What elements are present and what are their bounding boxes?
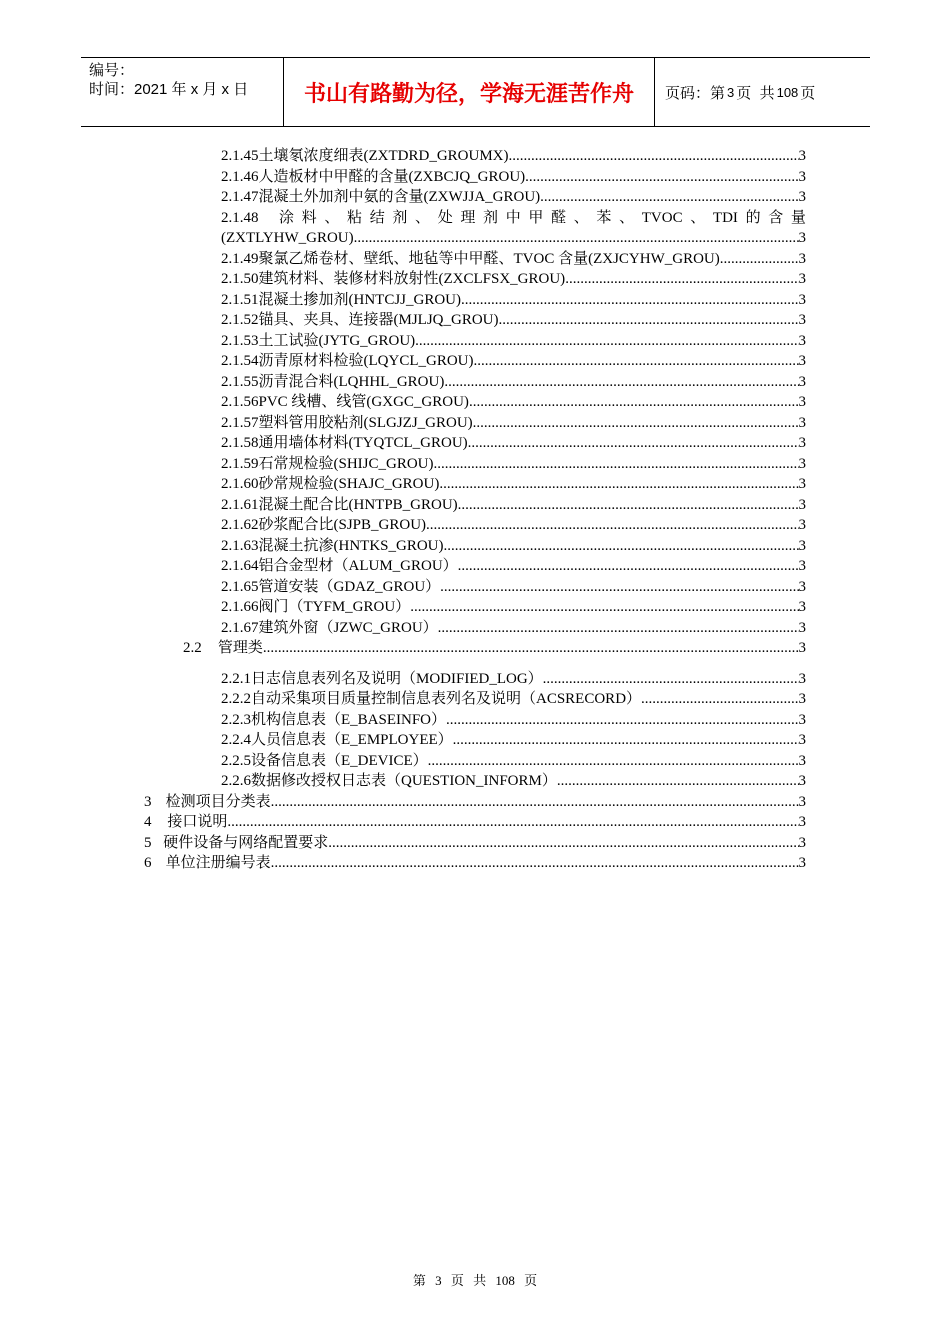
toc-entry-title: 沥青混合料(LQHHL_GROU) [258,373,445,390]
toc-entry[interactable] [221,187,806,207]
toc-entry[interactable] [221,597,806,617]
page-total: 108 [776,84,799,100]
toc-entry[interactable] [221,433,806,453]
toc-entry[interactable] [221,689,806,709]
toc-entry[interactable] [221,556,806,576]
toc-entry-number: 2.1.53 [221,332,259,349]
toc-entry-title: 砂浆配合比(SJPB_GROU) [258,517,427,533]
toc-dot-leader [509,146,799,166]
toc-entry-page: 3 [798,455,806,472]
toc-entry-number: 6 [144,855,152,871]
toc-entry-page: 3 [798,711,806,728]
toc-entry-page: 3 [798,670,806,687]
toc-entry-number: 2.1.48 [221,209,259,226]
toc-entry-continuation[interactable] [221,228,806,248]
toc-entry-title-continuation: (ZXTLYHW_GROU) [221,230,354,246]
toc-entry-title: 砂常规检验(SHAJC_GROU) [258,476,440,492]
toc-entry-number: 2.1.52 [221,312,259,328]
toc-entry-number: 2.2.2 [221,691,251,707]
toc-title-word: TVOC [641,209,683,226]
toc-entry-page: 3 [798,394,806,410]
page-footer [0,1270,950,1289]
toc-title-word: 量 [790,209,806,226]
toc-entry-page: 3 [798,373,806,390]
toc-entry-title: 石常规检验(SHIJC_GROU) [258,455,434,472]
toc-dot-leader [439,474,798,494]
toc-entry[interactable] [221,413,806,433]
toc-entry-number: 2.1.51 [221,291,259,308]
toc-dot-leader [410,597,798,617]
toc-entry-title: 混凝土外加剂中氨的含量(ZXWJJA_GROU) [258,189,541,205]
toc-entry[interactable] [144,833,806,853]
toc-entry-title: 数据修改授权日志表（QUESTION_INFORM） [251,773,557,789]
toc-entry-number: 2.1.62 [221,517,259,533]
toc-entry-page: 3 [798,691,806,707]
footer-prefix: 第 [412,1273,426,1288]
toc-entry-title: 沥青原材料检验(LQYCL_GROU) [258,353,474,369]
toc-entry[interactable] [221,730,806,750]
toc-entry-title: 自动采集项目质量控制信息表列名及说明（ACSRECORD） [251,691,642,707]
toc-entry-page: 3 [798,414,806,431]
toc-entry-title: 设备信息表（E_DEVICE） [251,752,428,769]
toc-entry-page: 3 [798,148,806,164]
toc-entry-title: 建筑外窗（JZWC_GROU） [258,619,438,636]
toc-entry-title: 混凝土配合比(HNTPB_GROU) [258,496,458,513]
toc-entry[interactable] [221,577,806,597]
toc-entry[interactable] [221,310,806,330]
toc-entry-title: 管理类 [217,640,263,656]
toc-entry-title: 塑料管用胶粘剂(SLGJZJ_GROU) [258,414,473,431]
toc-title-word: 中 [505,209,521,226]
toc-dot-leader [468,433,799,453]
toc-dot-leader [473,413,799,433]
toc-entry-number: 2.1.49 [221,250,259,267]
toc-dot-leader [499,310,799,330]
document-number-label: 编号： [89,62,135,79]
toc-entry-number: 2.1.58 [221,435,259,451]
toc-entry-title: 阀门（TYFM_GROU） [258,599,411,615]
toc-dot-leader [271,792,799,812]
toc-entry-number: 2.1.55 [221,373,259,390]
toc-entry[interactable] [221,536,806,556]
toc-entry-page: 3 [798,517,806,533]
toc-title-word: 、 [690,209,706,226]
toc-entry-number: 2.1.66 [221,599,259,615]
toc-entry-title: 铝合金型材（ALUM_GROU） [258,558,458,574]
toc-entry-page: 3 [798,834,806,851]
toc-entry-title [279,208,806,228]
toc-entry-number: 2.2.1 [221,670,251,687]
toc-entry-title: 建筑材料、装修材料放射性(ZXCLFSX_GROU) [258,271,566,287]
toc-entry-page: 3 [798,435,806,451]
toc-title-word: 剂 [483,209,499,226]
toc-entry[interactable] [221,495,806,515]
toc-entry-number: 4 [144,814,152,830]
toc-entry-page: 3 [798,312,806,328]
toc-dot-leader [543,669,799,689]
toc-entry-page: 3 [798,271,806,287]
toc-entry-title: 管道安装（GDAZ_GROU） [258,578,441,595]
toc-entry-page: 3 [798,578,806,595]
toc-entry-title: 土工试验(JYTG_GROU) [258,332,416,349]
toc-dot-leader [271,853,799,873]
toc-entry-page: 3 [798,732,806,748]
toc-entry-title: 日志信息表列名及说明（MODIFIED_LOG） [251,670,543,687]
toc-entry-number: 2.1.57 [221,414,259,431]
toc-entry-page: 3 [798,752,806,769]
toc-title-word: 、 [415,209,431,226]
toc-entry[interactable] [221,290,806,310]
toc-entry-title: 锚具、夹具、连接器(MJLJQ_GROU) [258,312,499,328]
toc-entry-page: 3 [798,855,806,871]
toc-entry[interactable] [221,392,806,412]
toc-entry-number: 3 [144,793,152,810]
toc-entry-title: 通用墙体材料(TYQTCL_GROU) [258,435,468,451]
toc-dot-leader [426,515,798,535]
toc-entry-title: 接口说明 [167,814,228,830]
toc-entry[interactable] [221,669,806,689]
toc-entry-page: 3 [798,640,806,656]
toc-entry-number: 2.2.5 [221,752,251,769]
toc-entry-number: 2.1.61 [221,496,259,513]
toc-entry-number: 2.1.67 [221,619,259,636]
toc-entry-number: 2.1.47 [221,189,259,205]
toc-title-word: 料 [301,209,317,226]
footer-mid: 页 共 [450,1273,487,1288]
toc-entry-number: 2.1.60 [221,476,259,492]
toc-entry-title: 检测项目分类表 [165,793,271,810]
toc-entry-page: 3 [798,773,806,789]
toc-title-word: 处 [437,209,453,226]
toc-entry-number: 2.2.6 [221,773,251,789]
toc-entry-number: 2.1.45 [221,148,259,164]
toc-entry-page: 3 [798,189,806,205]
header-motto: 书山有路勤为径，学海无涯苦作舟 [284,58,655,126]
toc-entry-number: 2.1.63 [221,537,259,554]
toc-dot-leader [469,392,799,412]
toc-entry-number: 2.1.56 [221,394,259,410]
toc-dot-leader [328,833,798,853]
toc-title-word: 、 [573,209,589,226]
toc-entry[interactable] [144,812,806,832]
page-mid: 页 共 [736,84,775,102]
toc-entry[interactable] [144,853,806,873]
toc-entry-page: 3 [798,291,806,308]
toc-title-word: 甲 [528,209,544,226]
toc-entry-title: 机构信息表（E_BASEINFO） [251,711,447,728]
toc-entry-title: 单位注册编号表 [165,855,271,871]
toc-entry-title: 硬件设备与网络配置要求 [163,834,329,851]
toc-title-word: 结 [369,209,385,226]
toc-dot-leader [444,372,798,392]
toc-entry[interactable] [221,249,806,269]
toc-entry[interactable] [221,372,806,392]
toc-entry-title: 聚氯乙烯卷材、壁纸、地毡等中甲醛、TVOC 含量(ZXJCYHW_GROU) [258,250,720,267]
toc-entry-wrapped-line[interactable] [221,208,806,228]
toc-title-word: TDI [712,209,738,226]
page-suffix: 页 [800,84,816,102]
toc-title-word: 理 [460,209,476,226]
toc-entry-number: 2.2.4 [221,732,251,748]
toc-entry-page: 3 [798,332,806,349]
toc-entry-page: 3 [798,793,806,810]
toc-dot-leader [720,249,799,269]
toc-title-word: 醛 [551,209,567,226]
toc-dot-leader [263,638,799,658]
toc-entry-page: 3 [798,250,806,267]
toc-dot-leader [428,751,799,771]
toc-entry-page: 3 [798,814,806,830]
toc-title-word: 粘 [347,209,363,226]
toc-entry-page: 3 [798,619,806,636]
toc-dot-leader [565,269,798,289]
toc-dot-leader [227,812,798,832]
toc-entry-number: 2.1.50 [221,271,259,287]
toc-entry-page: 3 [798,496,806,513]
toc-entry-title: 人员信息表（E_EMPLOYEE） [251,732,453,748]
toc-entry[interactable] [183,638,806,658]
header-page-indicator [655,58,870,126]
toc-entry-title: 土壤氡浓度细表(ZXTDRD_GROUMX) [258,148,509,164]
toc-entry[interactable] [221,618,806,638]
toc-entry-page: 3 [798,537,806,554]
toc-entry-number: 2.1.65 [221,578,259,595]
toc-entry-page: 3 [798,558,806,574]
toc-entry-title: 混凝土抗渗(HNTKS_GROU) [258,537,444,554]
document-time-label: 时间：2021 年 x 月 x 日 [89,81,249,98]
toc-entry-number: 2.1.54 [221,353,259,369]
toc-entry[interactable] [144,792,806,812]
toc-title-word: 、 [619,209,635,226]
toc-entry[interactable] [221,167,806,187]
toc-title-word: 涂 [279,209,295,226]
page-number: 3 [727,84,735,100]
toc-entry-title: 人造板材中甲醛的含量(ZXBCJQ_GROU) [258,168,526,185]
footer-page-number: 3 [435,1273,442,1288]
toc-entry-page: 3 [798,168,806,185]
toc-title-word: 、 [324,209,340,226]
toc-dot-leader [446,710,798,730]
toc-dot-leader [438,618,799,638]
toc-dot-leader [641,689,798,709]
toc-dot-leader [525,167,798,187]
toc-entry-number: 5 [144,834,152,851]
toc-entry[interactable] [221,771,806,791]
toc-entry[interactable] [221,454,806,474]
toc-dot-leader [474,351,799,371]
toc-dot-leader [453,730,799,750]
toc-entry-number: 2.1.64 [221,558,259,574]
toc-title-word: 苯 [596,209,612,226]
toc-entry[interactable] [221,351,806,371]
toc-dot-leader [440,577,798,597]
toc-entry-page: 3 [798,476,806,492]
toc-dot-leader [557,771,799,791]
toc-dot-leader [461,290,798,310]
toc-entry-page: 3 [798,230,806,246]
toc-entry-page: 3 [798,353,806,369]
page-prefix: 页码：第 [665,84,726,102]
footer-page-total: 108 [495,1273,515,1288]
toc-entry-number: 2.2.3 [221,711,251,728]
toc-entry[interactable] [221,710,806,730]
toc-entry[interactable] [221,146,806,166]
toc-entry-number: 2.2 [183,640,202,656]
toc-entry-number: 2.1.46 [221,168,259,185]
toc-title-word: 含 [768,209,784,226]
toc-dot-leader [354,228,799,248]
toc-entry[interactable] [221,515,806,535]
toc-entry-title: PVC 线槽、线管(GXGC_GROU) [258,394,469,410]
toc-entry[interactable] [221,474,806,494]
toc-dot-leader [434,454,799,474]
toc-dot-leader [415,331,798,351]
toc-entry[interactable] [221,751,806,771]
toc-entry-number: 2.1.59 [221,455,259,472]
footer-suffix: 页 [524,1273,538,1288]
toc-dot-leader [444,536,799,556]
toc-dot-leader [540,187,798,207]
toc-entry-page: 3 [798,599,806,615]
page-header [81,57,870,127]
toc-entry-title: 混凝土掺加剂(HNTCJJ_GROU) [258,291,462,308]
toc-dot-leader [458,495,799,515]
toc-dot-leader [458,556,799,576]
header-info-cell [81,58,284,126]
toc-entry[interactable] [221,269,806,289]
toc-title-word: 剂 [392,209,408,226]
toc-title-word: 的 [745,209,761,226]
toc-entry[interactable] [221,331,806,351]
